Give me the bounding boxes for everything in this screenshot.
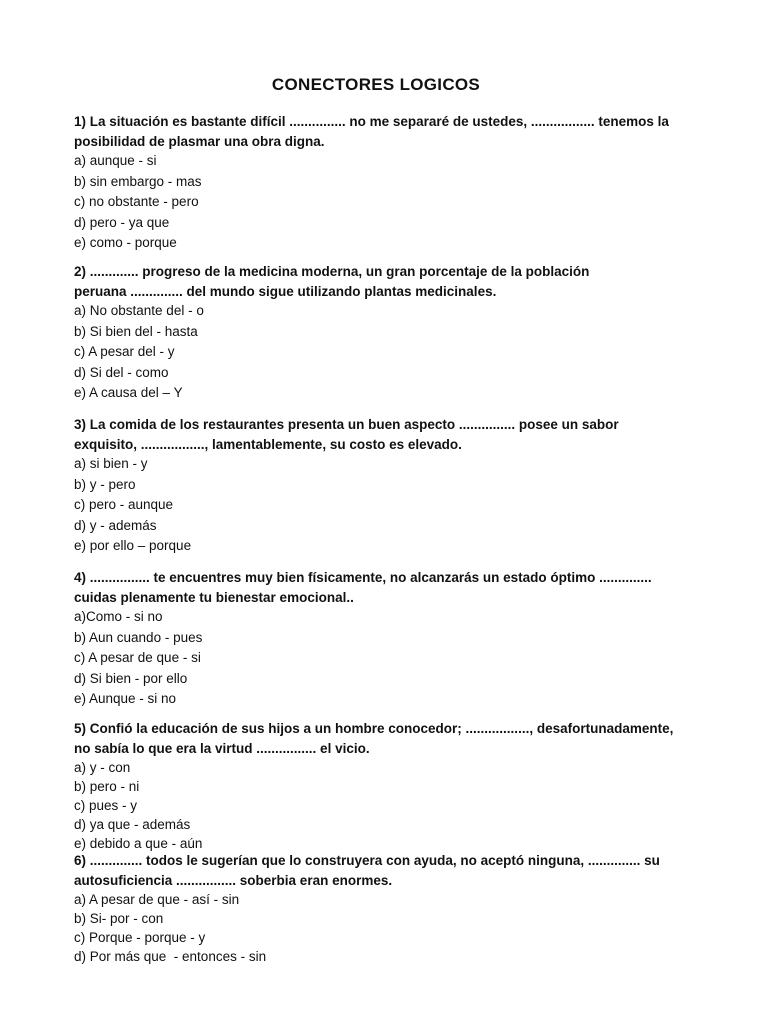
- stem-line: 4) ................ te encuentres muy bien físicamente, no alcanzarás un estado óptimo ..............: [74, 570, 652, 585]
- option-c: c) pues - y: [74, 798, 138, 813]
- question-stem: [74, 415, 678, 454]
- option-a: a) y - con: [74, 760, 131, 775]
- option-b: b) pero - ni: [74, 779, 140, 794]
- option-b: b) y - pero: [74, 476, 136, 492]
- question-1: [74, 112, 678, 254]
- option-d: d) ya que - además: [74, 817, 191, 832]
- option-b: b) sin embargo - mas: [74, 173, 202, 189]
- question-3: [74, 415, 678, 557]
- option-d: d) y - además: [74, 517, 157, 533]
- question-stem: [74, 568, 678, 607]
- option-e: e) debido a que - aún: [74, 836, 203, 851]
- option-c: c) Porque - porque - y: [74, 930, 206, 945]
- option-d: d) Por más que - entonces - sin: [74, 949, 267, 964]
- stem-line: autosuficiencia ................ soberbia eran enormes.: [74, 872, 393, 888]
- option-a: a) No obstante del - o: [74, 303, 204, 318]
- stem-line: 6) .............. todos le sugerían que lo construyera con ayuda, no aceptó ninguna, .............. su: [74, 853, 660, 868]
- option-d: d) Si bien - por ello: [74, 670, 188, 686]
- option-c: c) pero - aunque: [74, 497, 174, 512]
- option-b: b) Si- por - con: [74, 911, 164, 926]
- stem-line: posibilidad de plasmar una obra digna.: [74, 133, 325, 149]
- option-e: e) como - porque: [74, 235, 177, 250]
- stem-line: cuidas plenamente tu bienestar emocional..: [74, 589, 354, 605]
- options-list: [74, 301, 678, 404]
- question-stem: [74, 262, 678, 301]
- question-4: [74, 568, 678, 710]
- stem-line: peruana .............. del mundo sigue utilizando plantas medicinales.: [74, 283, 497, 299]
- stem-line: 2) ............. progreso de la medicina moderna, un gran porcentaje de la población: [74, 264, 590, 279]
- question-5: [74, 719, 678, 853]
- option-c: c) A pesar del - y: [74, 344, 175, 359]
- stem-line: exquisito, ................., lamentablemente, su costo es elevado.: [74, 436, 462, 452]
- option-b: b) Aun cuando - pues: [74, 629, 203, 645]
- option-d: d) Si del - como: [74, 364, 169, 380]
- stem-line: 5) Confió la educación de sus hijos a un hombre conocedor; ................., desafortunadamente,: [74, 721, 674, 736]
- option-a: a) si bien - y: [74, 456, 148, 471]
- option-c: c) A pesar de que - si: [74, 650, 201, 665]
- page-title: CONECTORES LOGICOS: [271, 75, 481, 94]
- question-stem: [74, 719, 678, 758]
- option-e: e) Aunque - si no: [74, 691, 177, 706]
- stem-line: 1) La situación es bastante difícil ............... no me separaré de ustedes, ................. tenemos la: [74, 114, 669, 129]
- option-a: a) aunque - si: [74, 153, 157, 168]
- option-d: d) pero - ya que: [74, 214, 170, 230]
- option-a: a)Como - si no: [74, 609, 163, 624]
- option-a: a) A pesar de que - así - sin: [74, 892, 240, 907]
- question-2: [74, 262, 678, 404]
- options-list: [74, 454, 678, 557]
- question-stem: [74, 112, 678, 151]
- option-e: e) A causa del – Y: [74, 385, 183, 400]
- question-stem: [74, 851, 678, 890]
- stem-line: 3) La comida de los restaurantes presenta un buen aspecto ............... posee un sabor: [74, 417, 619, 432]
- option-b: b) Si bien del - hasta: [74, 323, 198, 339]
- options-list: [74, 151, 678, 254]
- options-list: [74, 890, 678, 966]
- question-6: [74, 851, 678, 966]
- options-list: [74, 607, 678, 710]
- option-c: c) no obstante - pero: [74, 194, 199, 209]
- option-e: e) por ello – porque: [74, 538, 192, 553]
- options-list: [74, 758, 678, 853]
- stem-line: no sabía lo que era la virtud ................ el vicio.: [74, 740, 370, 756]
